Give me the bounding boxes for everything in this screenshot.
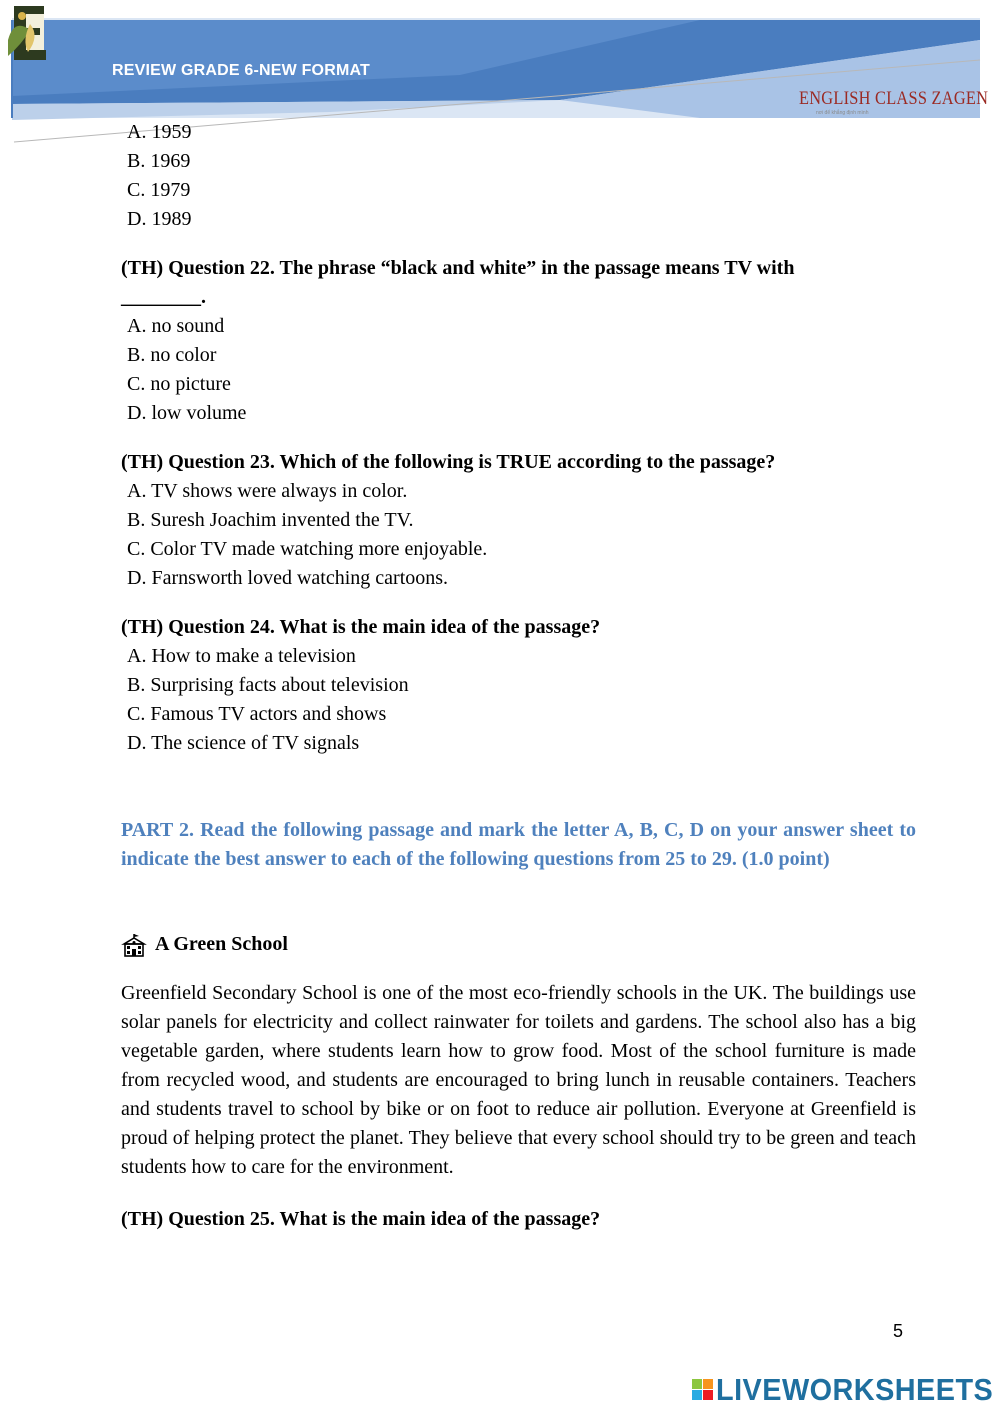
q23-option-a[interactable]: A. TV shows were always in color. — [127, 480, 408, 502]
question-24-text: (TH) Question 24. What is the main idea of the passage? — [121, 616, 601, 638]
q21-option-c[interactable]: C. 1979 — [127, 179, 191, 201]
q23-option-d[interactable]: D. Farnsworth loved watching cartoons. — [127, 567, 449, 589]
part-2-heading: PART 2. Read the following passage and mark the letter A, B, C, D on your answer sheet to indicate the best answer to each of the following questions from 25 to 29. (1.0 point) — [121, 819, 916, 870]
brand-tagline: nơi để khẳng định mình — [816, 110, 869, 116]
school-icon — [121, 932, 147, 958]
header-title: REVIEW GRADE 6-NEW FORMAT — [112, 62, 371, 79]
page-number: 5 — [893, 1321, 904, 1341]
question-24-options — [121, 642, 916, 758]
question-21-options — [121, 118, 916, 234]
passage-title — [121, 930, 916, 959]
question-25-text: (TH) Question 25. What is the main idea of the passage? — [121, 1208, 601, 1230]
brand-name: ENGLISH CLASS ZAGEN — [799, 88, 989, 109]
q23-option-c[interactable]: C. Color TV made watching more enjoyable. — [127, 538, 488, 560]
worksheet-content — [121, 118, 916, 1234]
passage-body: Greenfield Secondary School is one of the most eco-friendly schools in the UK. The buildings use solar panels for electricity and collect rainwater for toilets and gardens. The school also has a big vegetable garden, where students learn how to grow food. Most of the school furniture is made from recycled wood, and students are encouraged to bring lunch in reusable containers. Teachers and students travel to school by bike or on foot to reduce air pollution. Everyone at Greenfield is proud of helping protect the planet. They believe that every school should try to be green and teach students how to care for the environment. — [121, 982, 916, 1178]
q23-option-b[interactable]: B. Suresh Joachim invented the TV. — [127, 509, 414, 531]
q24-option-b[interactable]: B. Surprising facts about television — [127, 674, 409, 696]
footer-brand[interactable]: LIVEWORKSHEETS — [716, 1372, 994, 1407]
question-22-text: (TH) Question 22. The phrase “black and white” in the passage means TV with — [121, 257, 795, 279]
q24-option-a[interactable]: A. How to make a television — [127, 645, 356, 667]
q24-option-c[interactable]: C. Famous TV actors and shows — [127, 703, 387, 725]
passage-title-text: A Green School — [155, 933, 288, 955]
question-23-text: (TH) Question 23. Which of the following is TRUE according to the passage? — [121, 451, 776, 473]
question-22-options — [121, 312, 916, 428]
q22-option-d[interactable]: D. low volume — [127, 402, 247, 424]
q24-option-d[interactable]: D. The science of TV signals — [127, 732, 360, 754]
liveworksheets-icon — [692, 1377, 714, 1403]
q21-option-d[interactable]: D. 1989 — [127, 208, 192, 230]
q21-option-a[interactable]: A. 1959 — [127, 121, 192, 143]
q21-option-b[interactable]: B. 1969 — [127, 150, 191, 172]
question-22-blank: ________. — [121, 286, 206, 308]
footer-logo — [692, 1372, 1000, 1408]
question-22 — [121, 254, 916, 312]
question-23-options — [121, 477, 916, 593]
q22-option-b[interactable]: B. no color — [127, 344, 217, 366]
brand-logo-icon — [0, 0, 56, 64]
q22-option-c[interactable]: C. no picture — [127, 373, 231, 395]
q22-option-a[interactable]: A. no sound — [127, 315, 225, 337]
